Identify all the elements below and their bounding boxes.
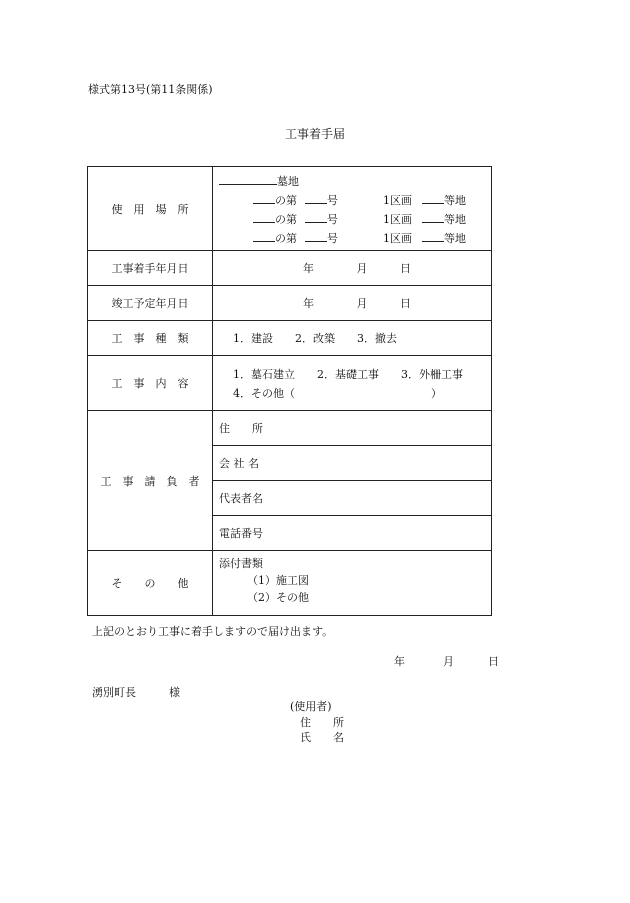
cemetery-line	[219, 173, 299, 189]
label-content: 工 事 内 容	[88, 356, 213, 411]
plot-1-grade-field[interactable]	[422, 192, 444, 204]
plot-3-area-field[interactable]	[253, 230, 275, 242]
submission-month-label: 月	[443, 655, 454, 668]
label-start-date: 工事着手年月日	[88, 251, 213, 286]
location-cell	[213, 167, 492, 251]
other-cell	[213, 551, 492, 616]
application-form-table	[87, 166, 492, 616]
applicant-name-label: 氏 名	[300, 731, 344, 744]
end-year-label: 年	[303, 297, 314, 310]
plot-line-1	[253, 192, 466, 208]
start-year-label: 年	[303, 262, 314, 275]
plot-1-ku-label: 1区画	[383, 194, 412, 207]
label-kind: 工 事 種 類	[88, 321, 213, 356]
attach-item-1: （1）施工図	[247, 574, 309, 587]
row-other	[88, 551, 492, 616]
content-options[interactable]	[213, 356, 492, 411]
plot-3-go-label: 号	[327, 232, 338, 245]
row-start-date	[88, 251, 492, 286]
end-month-label: 月	[356, 297, 368, 310]
label-end-date: 竣工予定年月日	[88, 286, 213, 321]
plot-1-no-label: の第	[275, 194, 297, 207]
plot-3-ku-label: 1区画	[383, 232, 412, 245]
submission-day-label: 日	[488, 655, 499, 668]
plot-2-area-field[interactable]	[253, 211, 275, 223]
plot-1-grade-label: 等地	[444, 194, 466, 207]
content-line-1: 1．墓石建立 2．基礎工事 3．外柵工事	[233, 367, 463, 381]
submission-year-label: 年	[394, 655, 405, 668]
start-month-label: 月	[356, 262, 368, 275]
contractor-phone-field[interactable]: 電話番号	[213, 516, 492, 551]
cemetery-name-field[interactable]	[219, 173, 277, 185]
form-title: 工事着手届	[284, 127, 345, 141]
plot-3-grade-field[interactable]	[422, 230, 444, 242]
content-other-open: 4．その他（	[233, 386, 295, 400]
content-other-close: ）	[431, 386, 442, 400]
contractor-company-field[interactable]: 会 社 名	[213, 446, 492, 481]
applicant-label: (使用者)	[290, 700, 332, 713]
contractor-rep-field[interactable]: 代表者名	[213, 481, 492, 516]
addressee: 湧別町長 様	[92, 686, 180, 699]
row-contractor-address	[88, 411, 492, 446]
plot-2-number-field[interactable]	[305, 211, 327, 223]
start-day-label: 日	[400, 262, 411, 275]
plot-3-grade-label: 等地	[444, 232, 466, 245]
row-end-date	[88, 286, 492, 321]
attach-title: 添付書類	[219, 557, 263, 570]
plot-1-go-label: 号	[327, 194, 338, 207]
row-content	[88, 356, 492, 411]
applicant-address-label: 住 所	[300, 716, 344, 729]
label-other: そ の 他	[88, 551, 213, 616]
plot-line-3	[253, 230, 466, 246]
statement-text: 上記のとおり工事に着手しますので届け出ます。	[92, 625, 334, 638]
plot-1-number-field[interactable]	[305, 192, 327, 204]
content-line-2	[233, 385, 491, 401]
form-number: 様式第13号(第11条関係)	[88, 83, 213, 96]
plot-1-area-field[interactable]	[253, 192, 275, 204]
plot-3-no-label: の第	[275, 232, 297, 245]
label-contractor: 工 事 請 負 者	[88, 411, 213, 551]
contractor-address-field[interactable]: 住 所	[213, 411, 492, 446]
attach-item-2: （2）その他	[247, 591, 309, 604]
plot-2-grade-label: 等地	[444, 213, 466, 226]
plot-line-2	[253, 211, 466, 227]
label-location: 使 用 場 所	[88, 167, 213, 251]
cemetery-suffix: 墓地	[277, 175, 299, 188]
plot-2-ku-label: 1区画	[383, 213, 412, 226]
plot-2-go-label: 号	[327, 213, 338, 226]
plot-2-no-label: の第	[275, 213, 297, 226]
row-kind	[88, 321, 492, 356]
end-day-label: 日	[400, 297, 411, 310]
end-date-field[interactable]	[213, 286, 492, 321]
row-location	[88, 167, 492, 251]
plot-2-grade-field[interactable]	[422, 211, 444, 223]
plot-3-number-field[interactable]	[305, 230, 327, 242]
start-date-field[interactable]	[213, 251, 492, 286]
kind-options[interactable]: 1．建設 2．改築 3．撤去	[213, 321, 492, 356]
